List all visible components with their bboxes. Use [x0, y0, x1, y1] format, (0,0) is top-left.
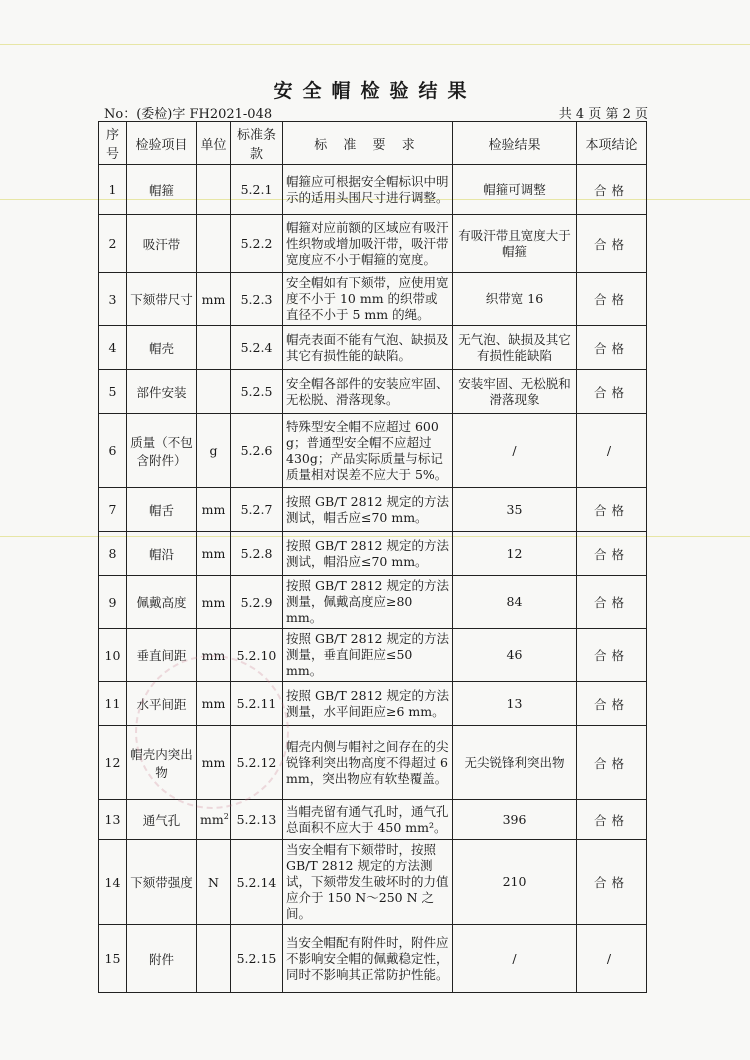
row-result: 35: [453, 488, 577, 532]
table-row: [99, 726, 647, 800]
row-result: 13: [453, 682, 577, 726]
row-result: 无气泡、缺损及其它有损性能缺陷: [453, 326, 577, 370]
row-unit: mm: [197, 576, 231, 629]
row-no: 11: [99, 682, 127, 726]
row-conclusion: 合格: [577, 629, 647, 682]
row-clause: 5.2.4: [231, 326, 283, 370]
row-result: /: [453, 414, 577, 488]
header-clause: 标准条款: [231, 122, 283, 165]
table-row: [99, 488, 647, 532]
header-result: 检验结果: [453, 122, 577, 165]
scan-artifact-line: [0, 44, 750, 45]
header-requirement: 标 准 要 求: [283, 122, 453, 165]
table-row: [99, 215, 647, 273]
row-requirement: 安全帽各部件的安装应牢固、无松脱、滑落现象。: [283, 370, 453, 414]
row-conclusion: 合格: [577, 726, 647, 800]
header-unit: 单位: [197, 122, 231, 165]
table-row: [99, 370, 647, 414]
row-result: 210: [453, 840, 577, 925]
row-requirement: 帽壳表面不能有气泡、缺损及其它有损性能的缺陷。: [283, 326, 453, 370]
row-unit: [197, 800, 231, 840]
row-clause: 5.2.13: [231, 800, 283, 840]
row-result: 安装牢固、无松脱和滑落现象: [453, 370, 577, 414]
header-no: 序号: [99, 122, 127, 165]
row-conclusion: /: [577, 414, 647, 488]
row-no: 9: [99, 576, 127, 629]
row-result: 12: [453, 532, 577, 576]
row-clause: 5.2.2: [231, 215, 283, 273]
row-requirement: 按照 GB/T 2812 规定的方法测量，佩戴高度应≥80 mm。: [283, 576, 453, 629]
row-item: 附件: [127, 925, 197, 993]
document-title: 安全帽检验结果: [273, 80, 477, 102]
row-unit: [197, 165, 231, 215]
row-item: 部件安装: [127, 370, 197, 414]
row-requirement: 帽壳内侧与帽衬之间存在的尖锐锋利突出物高度不得超过 6 mm，突出物应有软垫覆盖。: [283, 726, 453, 800]
row-conclusion: /: [577, 925, 647, 993]
row-item: 帽壳内突出物: [127, 726, 197, 800]
row-clause: 5.2.14: [231, 840, 283, 925]
row-requirement: 当安全帽配有附件时，附件应不影响安全帽的佩戴稳定性，同时不影响其正常防护性能。: [283, 925, 453, 993]
row-conclusion: 合格: [577, 576, 647, 629]
row-item: 帽沿: [127, 532, 197, 576]
row-result: 46: [453, 629, 577, 682]
row-conclusion: 合格: [577, 370, 647, 414]
row-unit: mm: [197, 488, 231, 532]
row-result: 84: [453, 576, 577, 629]
report-number: No：(委检)字 FH2021-048: [104, 107, 273, 122]
row-conclusion: 合格: [577, 215, 647, 273]
table-row: [99, 840, 647, 925]
row-conclusion: 合格: [577, 165, 647, 215]
row-conclusion: 合格: [577, 273, 647, 326]
table-row: [99, 165, 647, 215]
row-no: 13: [99, 800, 127, 840]
row-item: 下颏带尺寸: [127, 273, 197, 326]
row-result: 无尖锐锋利突出物: [453, 726, 577, 800]
row-requirement: 当安全帽有下颏带时，按照 GB/T 2812 规定的方法测试，下颏带发生破坏时的力值应介于 150 N～250 N 之间。: [283, 840, 453, 925]
row-conclusion: 合格: [577, 800, 647, 840]
table-row: [99, 925, 647, 993]
row-clause: 5.2.6: [231, 414, 283, 488]
row-unit: [197, 925, 231, 993]
row-no: 7: [99, 488, 127, 532]
row-unit: mm: [197, 532, 231, 576]
row-clause: 5.2.8: [231, 532, 283, 576]
row-item: 帽壳: [127, 326, 197, 370]
row-requirement: 按照 GB/T 2812 规定的方法测量，水平间距应≥6 mm。: [283, 682, 453, 726]
row-clause: 5.2.1: [231, 165, 283, 215]
row-item: 帽舌: [127, 488, 197, 532]
row-requirement: 当帽壳留有通气孔时，通气孔总面积不应大于 450 mm²。: [283, 800, 453, 840]
row-clause: 5.2.15: [231, 925, 283, 993]
row-no: 8: [99, 532, 127, 576]
row-unit: mm: [197, 726, 231, 800]
table-row: [99, 576, 647, 629]
row-unit: [197, 326, 231, 370]
row-result: /: [453, 925, 577, 993]
row-unit: [197, 215, 231, 273]
row-no: 15: [99, 925, 127, 993]
row-no: 5: [99, 370, 127, 414]
row-no: 4: [99, 326, 127, 370]
row-item: 下颏带强度: [127, 840, 197, 925]
header-item: 检验项目: [127, 122, 197, 165]
table-row: [99, 532, 647, 576]
row-clause: 5.2.10: [231, 629, 283, 682]
row-unit: N: [197, 840, 231, 925]
row-requirement: 按照 GB/T 2812 规定的方法测试，帽沿应≤70 mm。: [283, 532, 453, 576]
row-requirement: 按照 GB/T 2812 规定的方法测量，垂直间距应≤50 mm。: [283, 629, 453, 682]
unit-text: mm: [200, 812, 224, 828]
row-no: 10: [99, 629, 127, 682]
row-unit: g: [197, 414, 231, 488]
row-unit: mm: [197, 273, 231, 326]
row-clause: 5.2.9: [231, 576, 283, 629]
table-header-row: [99, 122, 647, 165]
table-row: [99, 800, 647, 840]
row-result: 396: [453, 800, 577, 840]
row-no: 14: [99, 840, 127, 925]
row-conclusion: 合格: [577, 488, 647, 532]
row-requirement: 按照 GB/T 2812 规定的方法测试，帽舌应≤70 mm。: [283, 488, 453, 532]
row-item: 垂直间距: [127, 629, 197, 682]
row-item: 通气孔: [127, 800, 197, 840]
row-item: 吸汗带: [127, 215, 197, 273]
row-item: 水平间距: [127, 682, 197, 726]
row-clause: 5.2.12: [231, 726, 283, 800]
row-clause: 5.2.7: [231, 488, 283, 532]
row-conclusion: 合格: [577, 326, 647, 370]
table-row: [99, 414, 647, 488]
row-unit: mm: [197, 629, 231, 682]
table-row: [99, 326, 647, 370]
row-item: 帽箍: [127, 165, 197, 215]
row-result: 织带宽 16: [453, 273, 577, 326]
row-item: 质量（不包含附件）: [127, 414, 197, 488]
results-table: [98, 121, 647, 993]
row-unit: mm: [197, 682, 231, 726]
row-no: 2: [99, 215, 127, 273]
row-no: 6: [99, 414, 127, 488]
row-clause: 5.2.5: [231, 370, 283, 414]
row-requirement: 特殊型安全帽不应超过 600 g；普通型安全帽不应超过 430g；产品实际质量与标记质量相对误差不应大于 5%。: [283, 414, 453, 488]
table-row: [99, 682, 647, 726]
row-no: 3: [99, 273, 127, 326]
row-conclusion: 合格: [577, 840, 647, 925]
row-conclusion: 合格: [577, 532, 647, 576]
row-unit: [197, 370, 231, 414]
row-result: 帽箍可调整: [453, 165, 577, 215]
row-result: 有吸汗带且宽度大于帽箍: [453, 215, 577, 273]
row-clause: 5.2.3: [231, 273, 283, 326]
row-requirement: 帽箍对应前额的区域应有吸汗性织物或增加吸汗带，吸汗带宽度应不小于帽箍的宽度。: [283, 215, 453, 273]
header-conclusion: 本项结论: [577, 122, 647, 165]
table-row: [99, 629, 647, 682]
row-conclusion: 合格: [577, 682, 647, 726]
row-clause: 5.2.11: [231, 682, 283, 726]
unit-superscript: 2: [223, 811, 229, 821]
row-no: 12: [99, 726, 127, 800]
row-requirement: 安全帽如有下颏带，应使用宽度不小于 10 mm 的织带或直径不小于 5 mm 的绳。: [283, 273, 453, 326]
table-row: [99, 273, 647, 326]
page-info: 共 4 页 第 2 页: [558, 107, 648, 122]
row-requirement: 帽箍应可根据安全帽标识中明示的适用头围尺寸进行调整。: [283, 165, 453, 215]
row-no: 1: [99, 165, 127, 215]
row-item: 佩戴高度: [127, 576, 197, 629]
